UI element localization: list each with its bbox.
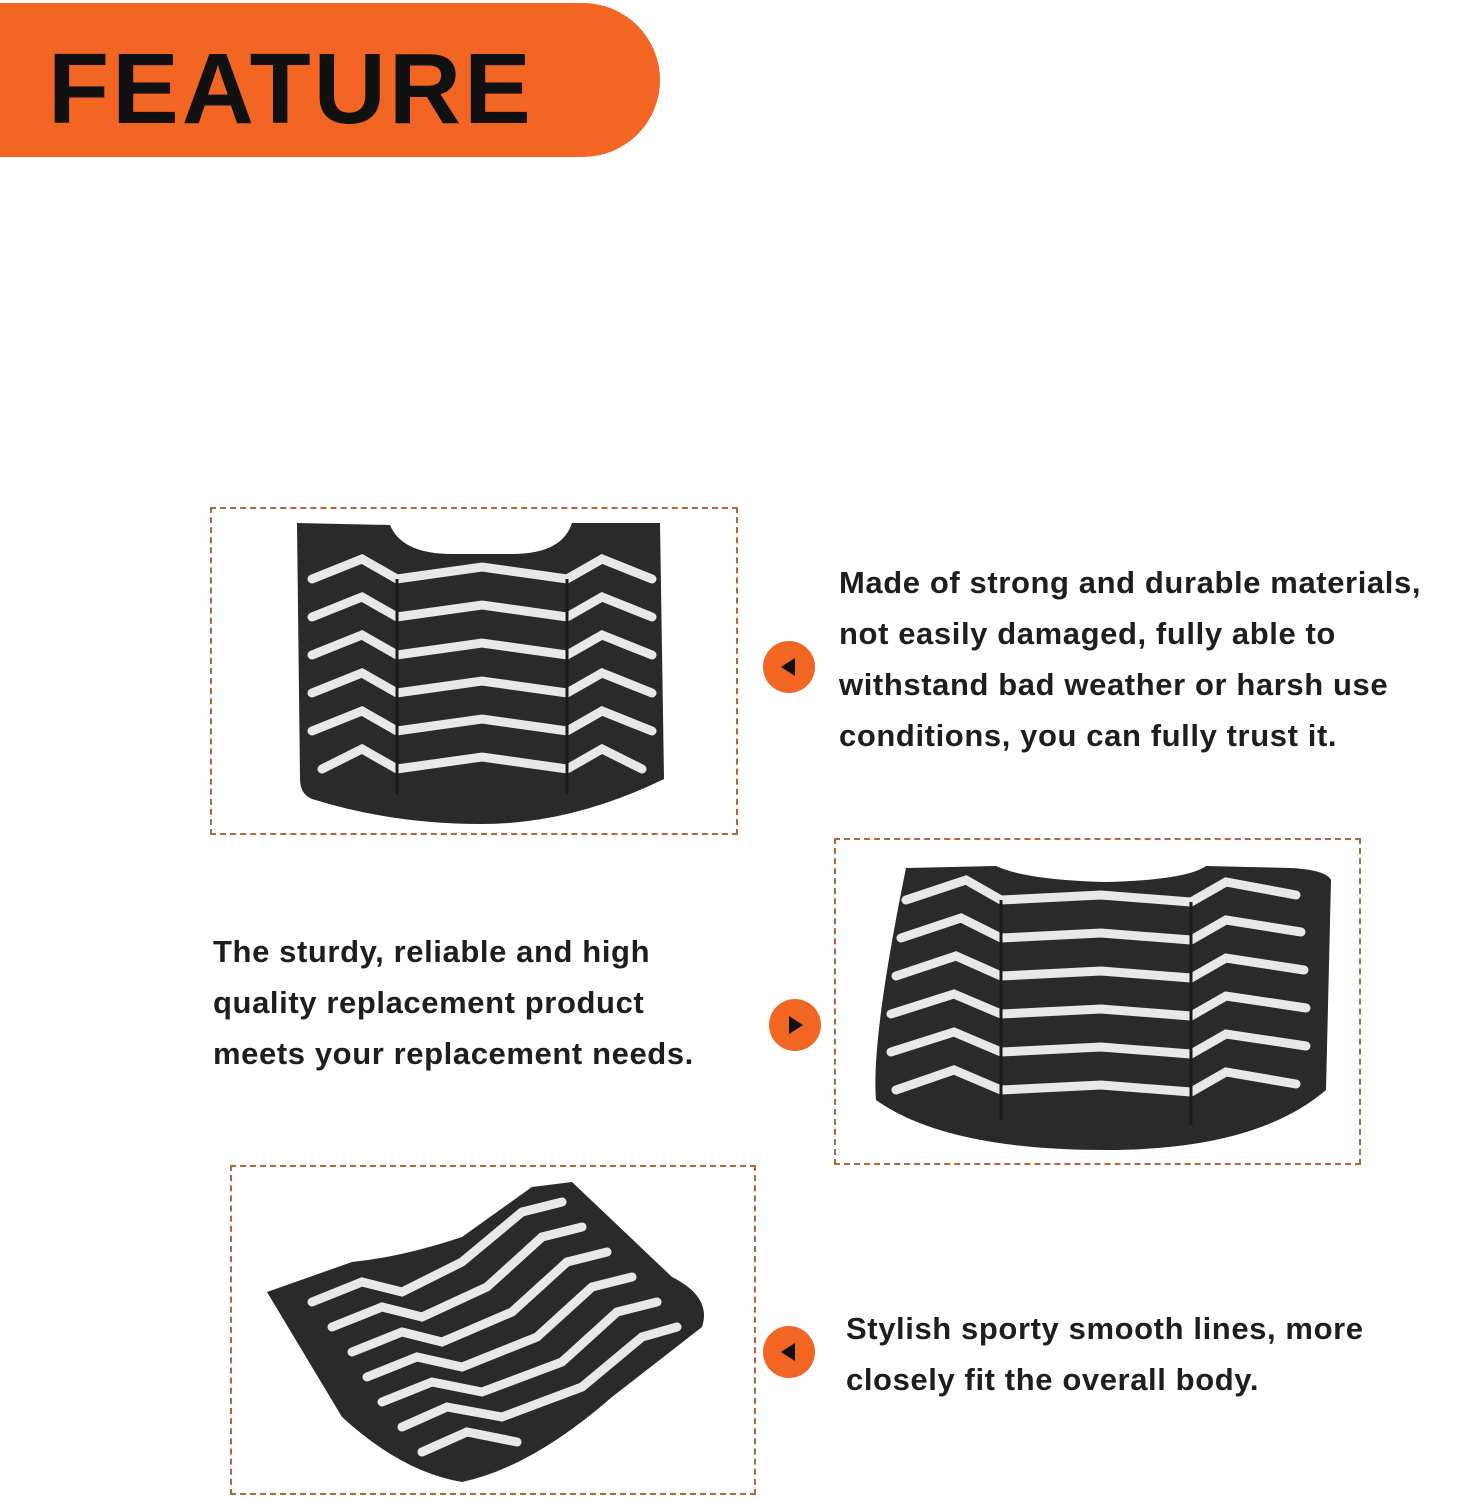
feature-line: withstand bad weather or harsh use xyxy=(839,667,1389,702)
arrow-right-icon xyxy=(769,999,821,1051)
feature-line: Made of strong and durable materials, xyxy=(839,565,1422,600)
arrow-left-icon xyxy=(763,641,815,693)
feature-text-stylish xyxy=(846,1303,1364,1405)
feature-line: not easily damaged, fully able to xyxy=(839,616,1336,651)
feature-text-durable xyxy=(839,557,1421,761)
feature-line: quality replacement product xyxy=(213,985,645,1020)
louver-angled-illustration xyxy=(836,840,1359,1163)
feature-line: The sturdy, reliable and high xyxy=(213,934,651,969)
feature-line: conditions, you can fully trust it. xyxy=(839,718,1338,753)
product-image-perspective xyxy=(230,1165,756,1495)
feature-line: Stylish sporty smooth lines, more xyxy=(846,1311,1364,1346)
product-image-front xyxy=(210,507,738,835)
banner-title: FEATURE xyxy=(48,33,534,145)
feature-line: meets your replacement needs. xyxy=(213,1036,694,1071)
feature-line: closely fit the overall body. xyxy=(846,1362,1260,1397)
product-image-angled xyxy=(834,838,1361,1165)
feature-banner xyxy=(0,3,660,157)
louver-front-illustration xyxy=(212,509,736,833)
feature-text-reliable xyxy=(213,926,694,1079)
arrow-left-icon xyxy=(763,1326,815,1378)
louver-perspective-illustration xyxy=(232,1167,754,1493)
